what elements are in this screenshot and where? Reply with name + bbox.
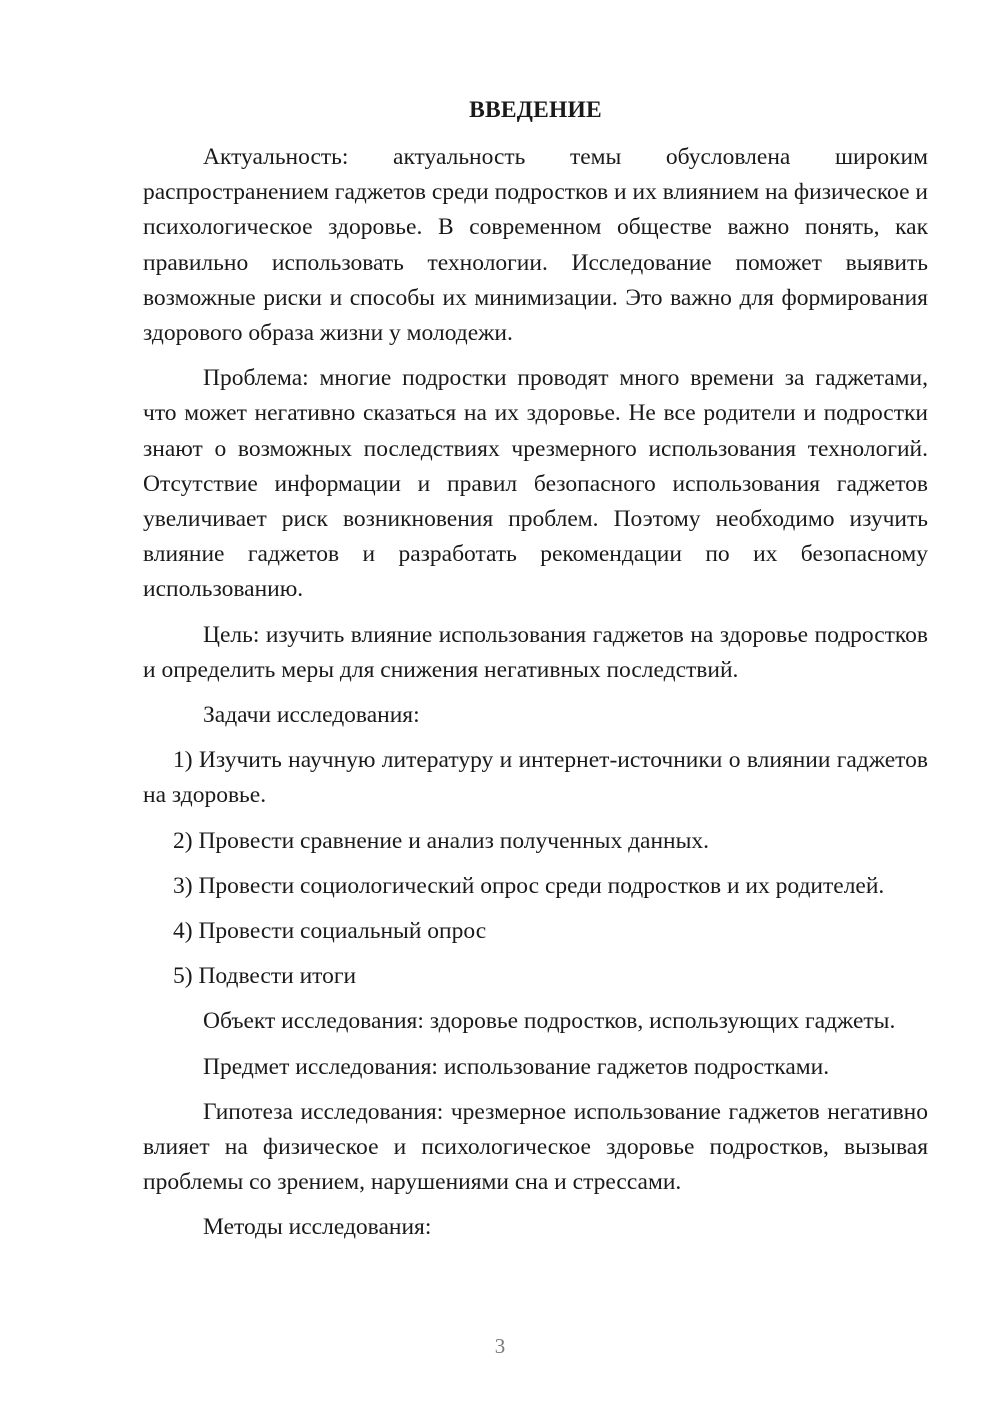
task-item-5: 5) Подвести итоги [173, 963, 357, 990]
paragraph-relevance: Актуальность: актуальность темы обусловлена широким распространением гаджетов среди подростков и их влиянием на физическое и психологическое здоровье. В современном обществе важно понять, как правильно использовать технологии. Исследование поможет выявить возможные риски и способы их минимизации. Это важно для формирования здорового образа жизни у молодежи. [143, 144, 928, 347]
paragraph-goal: Цель: изучить влияние использования гаджетов на здоровье подростков и определить меры для снижения негативных последствий. [143, 621, 928, 683]
page-number: 3 [494, 1334, 506, 1358]
document-page [143, 92, 928, 1256]
task-item-1: 1) Изучить научную литературу и интернет-источники о влиянии гаджетов на здоровье. [143, 747, 928, 809]
paragraph-hypothesis: Гипотеза исследования: чрезмерное использование гаджетов негативно влияет на физическое и психологическое здоровье подростков, вызывая проблемы со зрением, нарушениями сна и стрессами. [143, 1098, 928, 1196]
paragraph-subject: Предмет исследования: использование гаджетов подростками. [203, 1053, 830, 1080]
paragraph-object: Объект исследования: здоровье подростков, использующих гаджеты. [203, 1008, 896, 1035]
task-item-3: 3) Провести социологический опрос среди подростков и их родителей. [173, 872, 885, 899]
tasks-heading: Задачи исследования: [203, 702, 420, 729]
task-item-2: 2) Провести сравнение и анализ полученных данных. [173, 827, 710, 854]
task-item-4: 4) Провести социальный опрос [173, 918, 487, 945]
paragraph-problem: Проблема: многие подростки проводят много времени за гаджетами, что может негативно сказаться на их здоровье. Не все родители и подростки знают о возможных последствиях чрезмерного использования технологий. Отсутствие информации и правил безопасного использования гаджетов увеличивает риск возникновения проблем. Поэтому необходимо изучить влияние гаджетов и разработать рекомендации по их безопасному использованию. [143, 365, 928, 603]
methods-heading: Методы исследования: [203, 1214, 432, 1241]
section-title: ВВЕДЕНИЕ [469, 97, 602, 123]
